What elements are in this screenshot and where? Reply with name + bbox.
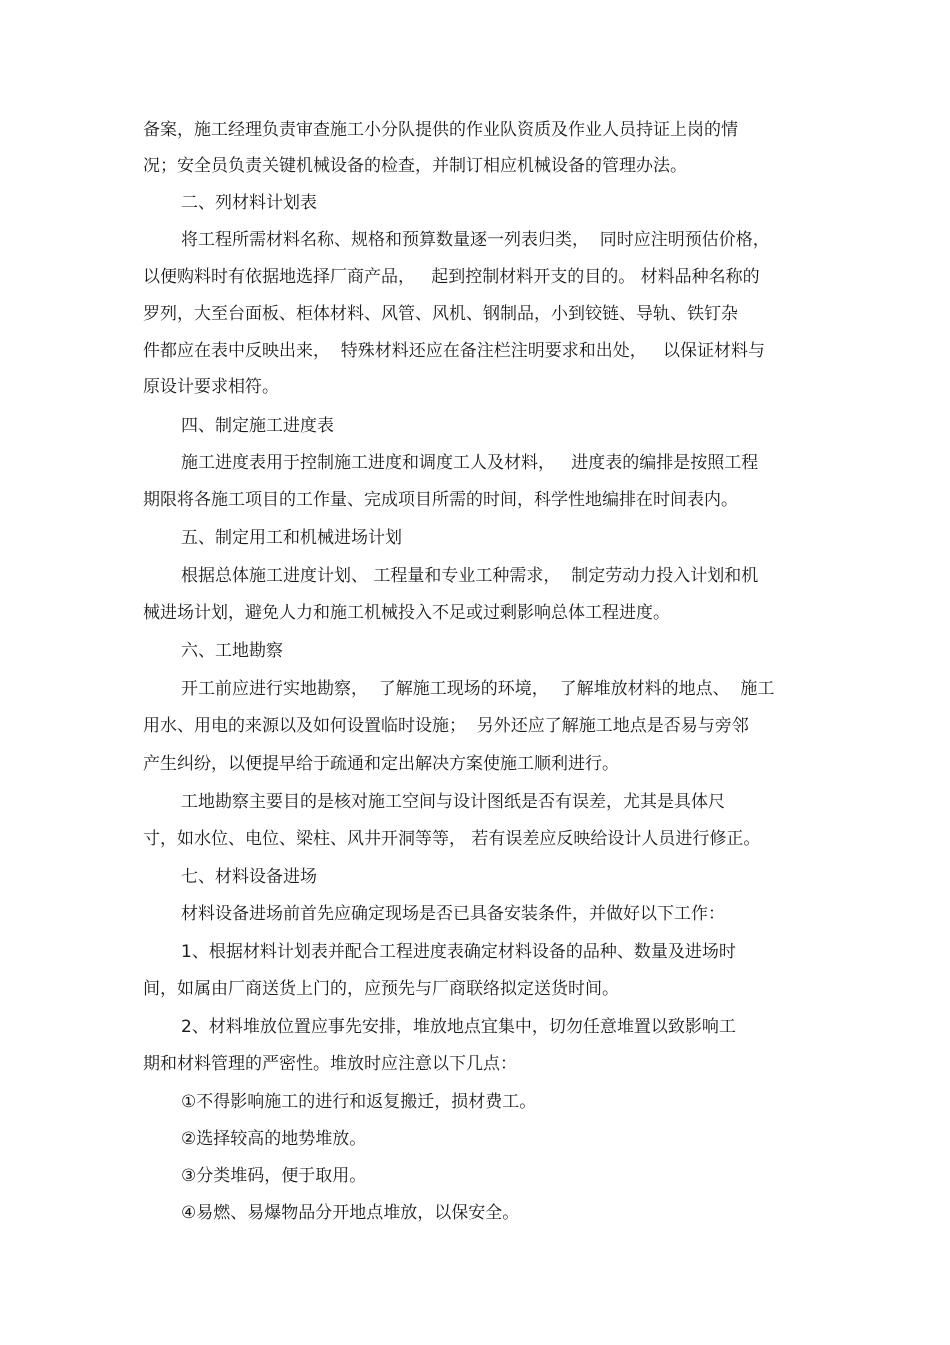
section-heading: 四、制定施工进度表 <box>181 416 334 436</box>
text-line: 1、根据材料计划表并配合工程进度表确定材料设备的品种、数量及进场时 <box>181 942 736 962</box>
list-item: ①不得影响施工的进行和返复搬迁，损材费工。 <box>181 1092 537 1112</box>
text-line: 期限将各施工项目的工作量、完成项目所需的时间，科学性地编排在时间表内。 <box>143 490 738 510</box>
text-line: 间，如属由厂商送货上门的，应预先与厂商联络拟定送货时间。 <box>143 979 619 999</box>
text-line: 产生纠纷，以便提早给于疏通和定出解决方案使施工顺利进行。 <box>143 754 619 774</box>
text-line: 用水、用电的来源以及如何设置临时设施； 另外还应了解施工地点是否易与旁邻 <box>143 716 749 736</box>
list-item: ④易燃、易爆物品分开地点堆放，以保安全。 <box>181 1203 520 1223</box>
list-item: ③分类堆码，便于取用。 <box>181 1166 367 1186</box>
text-line: 将工程所需材料名称、规格和预算数量逐一列表归类， 同时应注明预估价格， <box>181 230 770 250</box>
text-line: 备案，施工经理负责审查施工小分队提供的作业队资质及作业人员持证上岗的情 <box>143 120 738 140</box>
text-line: 2、材料堆放位置应事先安排，堆放地点宜集中，切勿任意堆置以致影响工 <box>181 1017 736 1037</box>
text-line: 期和材料管理的严密性。堆放时应注意以下几点： <box>143 1054 517 1074</box>
text-line: 施工进度表用于控制施工进度和调度工人及材料， 进度表的编排是按照工程 <box>181 453 759 473</box>
text-line: 况；安全员负责关键机械设备的检查，并制订相应机械设备的管理办法。 <box>143 156 687 176</box>
list-item: ②选择较高的地势堆放。 <box>181 1129 367 1149</box>
text-line: 械进场计划，避免人力和施工机械投入不足或过剩影响总体工程进度。 <box>143 603 670 623</box>
text-line: 件都应在表中反映出来， 特殊材料还应在备注栏注明要求和出处， 以保证材料与 <box>143 341 766 361</box>
section-heading: 五、制定用工和机械进场计划 <box>181 528 402 548</box>
text-line: 以便购料时有依据地选择厂商产品， 起到控制材料开支的目的。 材料品种名称的 <box>143 267 760 287</box>
section-heading: 二、列材料计划表 <box>181 193 317 213</box>
text-line: 罗列，大至台面板、柜体材料、风管、风机、钢制品，小到铰链、导轨、铁钉杂 <box>143 304 738 324</box>
text-line: 根据总体施工进度计划、 工程量和专业工种需求， 制定劳动力投入计划和机 <box>181 566 759 586</box>
section-heading: 七、材料设备进场 <box>181 867 317 887</box>
section-heading: 六、工地勘察 <box>181 641 283 661</box>
text-line: 原设计要求相符。 <box>143 377 279 397</box>
text-line: 材料设备进场前首先应确定现场是否已具备安装条件，并做好以下工作： <box>181 904 725 924</box>
text-line: 寸，如水位、电位、梁柱、风井开洞等等， 若有误差应反映给设计人员进行修正。 <box>143 829 761 849</box>
text-line: 工地勘察主要目的是核对施工空间与设计图纸是否有误差，尤其是具体尺 <box>181 792 725 812</box>
text-line: 开工前应进行实地勘察， 了解施工现场的环境， 了解堆放材料的地点、 施工 <box>181 679 775 699</box>
